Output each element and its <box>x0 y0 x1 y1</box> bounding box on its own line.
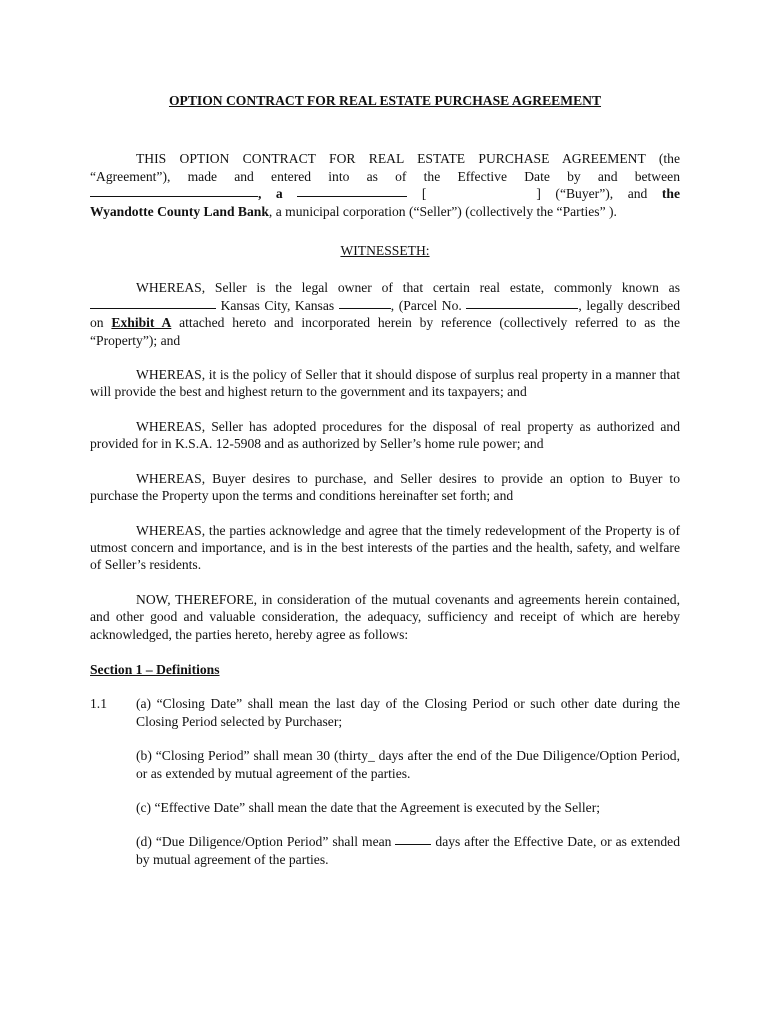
definition-due-diligence-period <box>90 833 680 868</box>
due-diligence-days-blank[interactable] <box>395 832 431 845</box>
whereas1-start: WHEREAS, Seller is the legal owner of that certain real estate, commonly known as <box>136 280 680 296</box>
section-1-title: Section 1 – Definitions <box>90 661 220 677</box>
seller-name: Wyandotte County Land Bank <box>90 203 269 219</box>
zip-blank[interactable] <box>339 296 391 309</box>
section-1-heading <box>90 661 680 678</box>
whereas1-kansas: Kansas City, Kansas <box>220 297 335 313</box>
due-diligence-start: (d) “Due Diligence/Option Period” shall mean <box>136 834 392 850</box>
address-blank[interactable] <box>90 296 216 309</box>
intro-text: THIS OPTION CONTRACT FOR REAL ESTATE PURCHASE AGREEMENT (the “Agreement”), made and entered into as of the Effective Date by and between <box>90 151 680 184</box>
due-diligence-end: days after the Effective Date, or as extended by mutual agreement of the parties. <box>136 834 680 867</box>
whereas1-parcel: , (Parcel No. <box>390 297 462 313</box>
witnesseth-heading: WITNESSETH: <box>340 243 430 259</box>
now-therefore-paragraph: NOW, THEREFORE, in consideration of the mutual covenants and agreements herein contained, and other good and valuable consideration, the adequacy, sufficiency and receipt of which are hereby acknowledged, the parties hereto, hereby agree as follows: <box>90 591 680 642</box>
whereas1-legally: , legally described on <box>90 297 680 331</box>
whereas-paragraph-5: WHEREAS, the parties acknowledge and agree that the timely redevelopment of the Property is of utmost concern and importance, and is in the best interests of the parties and the health, safety, and welfare of Seller’s residents. <box>90 522 680 573</box>
whereas1-end: attached hereto and incorporated herein by reference (collectively referred to as the “Property”); and <box>90 315 680 348</box>
buyer-entity-blank[interactable] <box>297 184 407 197</box>
buyer-name-blank[interactable] <box>90 184 258 197</box>
clause-number: 1.1 <box>90 696 107 712</box>
definition-closing-period: (b) “Closing Period” shall mean 30 (thirty_ days after the end of the Due Diligence/Option Period, or as extended by mutual agreement of the parties. <box>136 748 680 781</box>
intro-the: the <box>661 186 680 202</box>
definition-closing-date: (a) “Closing Date” shall mean the last day of the Closing Period or such other date during the Closing Period selected by Purchaser; <box>136 696 680 729</box>
intro-end: , a municipal corporation (“Seller”) (collectively the “Parties” ). <box>268 203 617 219</box>
parcel-number-blank[interactable] <box>466 296 578 309</box>
whereas-paragraph-4: WHEREAS, Buyer desires to purchase, and Seller desires to provide an option to Buyer to purchase the Property upon the terms and conditions hereinafter set forth; and <box>90 470 680 504</box>
whereas-paragraph-1 <box>90 279 680 349</box>
intro-bracket-open: [ <box>421 186 427 202</box>
exhibit-a-reference: Exhibit A <box>111 315 172 331</box>
intro-paragraph <box>90 150 680 220</box>
intro-comma-a: , a <box>258 186 283 202</box>
definition-1-1 <box>90 695 680 730</box>
definition-effective-date: (c) “Effective Date” shall mean the date that the Agreement is executed by the Seller; <box>136 799 600 815</box>
intro-bracket-close: ] (“Buyer”), and <box>536 186 648 202</box>
whereas-paragraph-3: WHEREAS, Seller has adopted procedures for the disposal of real property as authorized and provided for in K.S.A. 12-5908 and as authorized by Seller’s home rule power; and <box>90 418 680 452</box>
document-title: OPTION CONTRACT FOR REAL ESTATE PURCHASE AGREEMENT <box>168 93 602 108</box>
document-page <box>90 92 680 868</box>
whereas-paragraph-2: WHEREAS, it is the policy of Seller that it should dispose of surplus real property in a manner that will provide the best and highest return to the government and its taxpayers; and <box>90 367 680 400</box>
